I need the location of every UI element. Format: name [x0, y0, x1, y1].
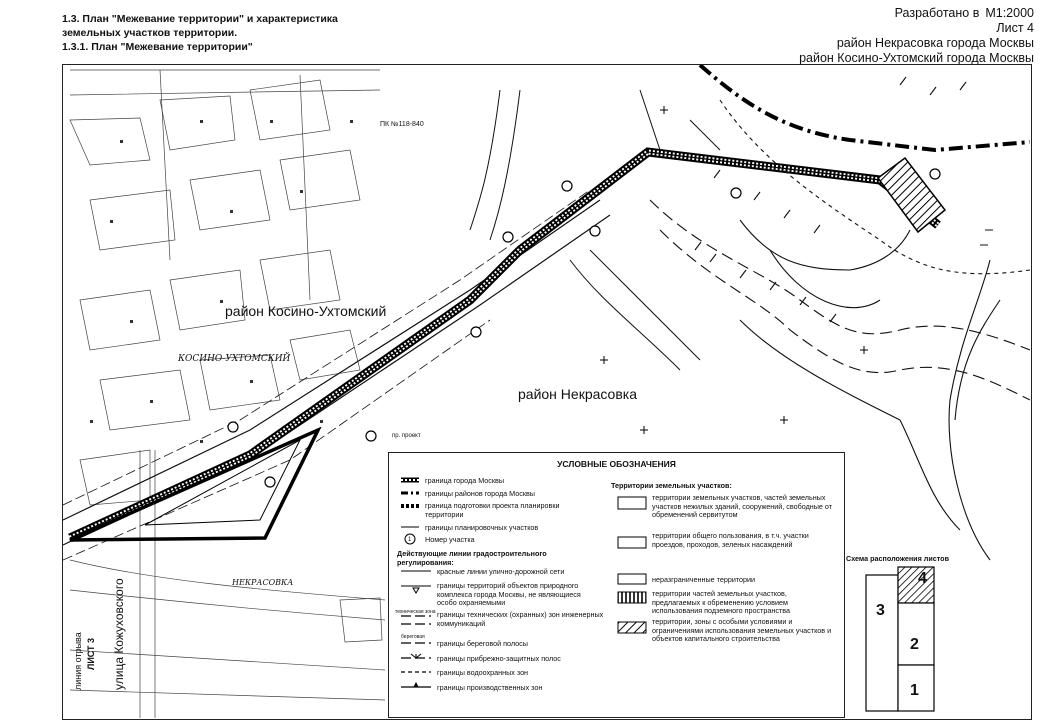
title-line-1: 1.3. План "Межевание территории" и характеристика — [62, 13, 338, 25]
label-nekrasovka-district: район Некрасовка — [518, 386, 637, 402]
legend-bereg-tag: береговая — [401, 634, 425, 640]
legend-underground-use: территории частей земельных участков, предлагаемых к обременению условием использования подземного пространства — [652, 589, 790, 616]
legend-planning-boundaries: границы планировочных участков — [425, 523, 539, 532]
parcel-number-markers — [228, 169, 940, 487]
legend-project-boundary: граница подготовки проекта планировки территории — [425, 501, 560, 519]
legend-industrial-zones: границы производственных зон — [437, 683, 543, 692]
parcel-boundary — [70, 430, 318, 540]
schema-title: Схема расположения листов — [846, 554, 949, 563]
legend-district-boundaries: границы районов города Москвы — [425, 489, 535, 498]
legend-lines-heading: Действующие линии градостроительного регулирования: — [397, 549, 547, 567]
legend-title: УСЛОВНЫЕ ОБОЗНАЧЕНИЯ — [557, 459, 676, 469]
legend-red-lines: красные линии улично-дорожной сети — [437, 567, 565, 576]
title-line-3: 1.3.1. План "Межевание территории" — [62, 41, 253, 53]
district-kosino: район Косино-Ухтомский города Москвы — [799, 51, 1034, 65]
label-liniya-otryva: линия отрыва — [73, 632, 83, 690]
legend-tech-zones: границы технических (охранных) зон инженерных коммуникаций — [437, 610, 604, 628]
legend-city-boundary: граница города Москвы — [425, 476, 504, 485]
label-street: улица Кожуховского — [112, 578, 126, 690]
water-zone-ticks — [695, 77, 993, 322]
sheet-schema — [864, 565, 944, 713]
label-kosino-handwritten: КОСИНО-УХТОМСКИЙ — [178, 354, 291, 364]
label-pr-proekt: пр. проект — [392, 433, 421, 439]
sheet-1-label: 1 — [910, 682, 919, 699]
legend-shore-strip: границы береговой полосы — [437, 639, 528, 648]
district-boundary — [700, 65, 1030, 150]
legend-public-use: территории общего пользования, в т.ч. участки проездов, проходов, зеленых насаждений — [652, 531, 809, 549]
label-list3: ЛИСТ 3 — [86, 637, 96, 670]
label-nekrasovka-handwritten: НЕКРАСОВКА — [232, 578, 294, 587]
sheet-number: Лист 4 — [996, 21, 1034, 35]
developed-label: Разработано в — [894, 6, 980, 20]
legend-nature-complex: границы территорий объектов природного комплекса города Москвы, не являющиеся особо охраняемыми — [437, 581, 581, 608]
legend-water-zones: границы водоохранных зон — [437, 668, 529, 677]
sheet-3-label: 3 — [876, 602, 885, 619]
legend-number-symbol: 1 — [408, 537, 412, 543]
urban-dots — [90, 120, 353, 443]
legend-tech-zone-tag: техническая зона — [395, 609, 436, 615]
legend-special-zones: территории, зоны с особыми условиями и ограничениями использования земельных участков и объектов капитального строительства — [652, 617, 832, 644]
sheet-2-label: 2 — [910, 636, 919, 653]
scale-value: М1:2000 — [985, 6, 1034, 20]
district-nekrasovka: район Некрасовка города Москвы — [836, 36, 1034, 50]
sheet-4-label: 4 — [918, 570, 927, 587]
legend-parcels-free: территории земельных участков, частей земельных участков нежилых зданий, сооружений, свободные от обременений сервитутом — [652, 493, 833, 520]
label-pk: ПК №118-840 — [380, 121, 424, 128]
legend-riparian-strips: границы прибрежно-защитных полос — [437, 654, 561, 663]
title-line-2: земельных участков территории. — [62, 27, 238, 39]
legend — [388, 452, 845, 718]
legend-undelimited: неразграниченные территории — [652, 575, 756, 584]
legend-parcel-number: Номер участка — [425, 535, 475, 544]
legend-parcels-heading: Территории земельных участков: — [611, 481, 732, 490]
label-kosino-district: район Косино-Ухтомский — [225, 303, 387, 319]
